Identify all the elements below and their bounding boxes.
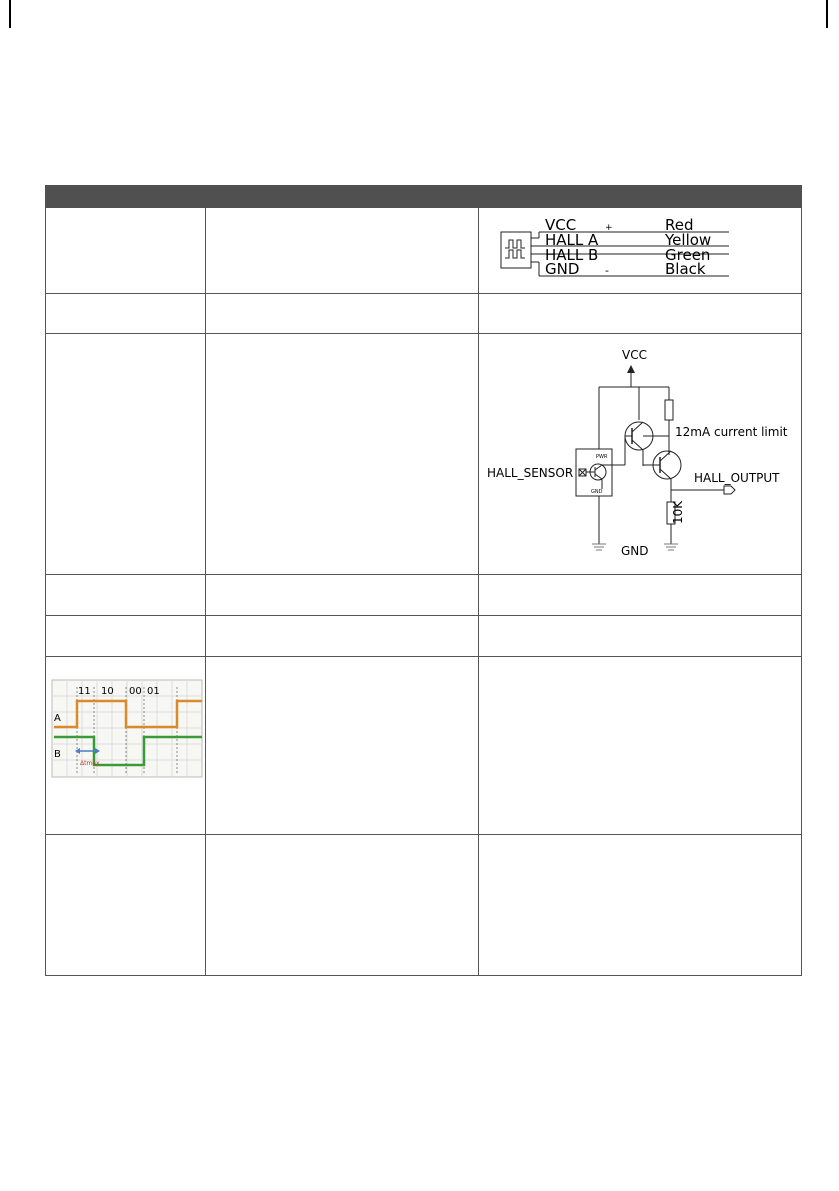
table-cell bbox=[478, 616, 801, 657]
square-wave-icon bbox=[505, 250, 525, 258]
state-label-01: 01 bbox=[147, 686, 160, 697]
table-cell bbox=[46, 294, 206, 334]
gnd-label: GND bbox=[620, 544, 649, 558]
wire-color-green: Green bbox=[664, 246, 710, 264]
wiring-signal-hall-a: HALL A bbox=[544, 231, 598, 249]
table-cell bbox=[478, 657, 801, 835]
specification-table bbox=[45, 185, 802, 976]
table-cell bbox=[46, 334, 206, 575]
sensor-pwr-label: PWR bbox=[595, 454, 607, 460]
pulse-symbol-box bbox=[501, 232, 531, 268]
wire-color-red: Red bbox=[664, 216, 694, 234]
table-cell bbox=[206, 835, 478, 976]
wiring-polarity-gnd: - bbox=[604, 264, 609, 277]
hall-output-label: HALL_OUTPUT bbox=[693, 471, 780, 485]
table-row bbox=[46, 657, 802, 835]
header-cell-1 bbox=[46, 186, 206, 208]
wire-color-black: Black bbox=[664, 260, 706, 278]
table-cell bbox=[46, 616, 206, 657]
table-cell bbox=[206, 208, 478, 294]
table-row bbox=[46, 616, 802, 657]
circuit-diagram-cell bbox=[478, 334, 801, 575]
wiring-signal-vcc: VCC bbox=[544, 216, 576, 234]
table-cell bbox=[478, 835, 801, 976]
table-row bbox=[46, 334, 802, 575]
table-row bbox=[46, 294, 802, 334]
channel-b-label: B bbox=[54, 749, 61, 760]
table-header-row bbox=[46, 186, 802, 208]
state-label-11: 11 bbox=[78, 686, 91, 697]
hall-output-circuit bbox=[479, 334, 802, 571]
wire-color-yellow: Yellow bbox=[664, 231, 711, 249]
hall-waveform-plot bbox=[46, 657, 206, 831]
table-cell bbox=[478, 294, 801, 334]
table-cell bbox=[206, 657, 478, 835]
waveform-cell bbox=[46, 657, 206, 835]
square-wave-icon bbox=[505, 240, 525, 248]
table-row bbox=[46, 208, 802, 294]
corner-crop-mark-left bbox=[0, 0, 20, 30]
wiring-signal-hall-b: HALL B bbox=[544, 246, 598, 264]
sensor-gnd-label: GND bbox=[590, 489, 603, 495]
state-label-10: 10 bbox=[101, 686, 114, 697]
header-cell-2 bbox=[206, 186, 478, 208]
table-cell bbox=[206, 334, 478, 575]
state-label-00: 00 bbox=[129, 686, 142, 697]
wiring-signal-gnd: GND bbox=[544, 260, 579, 278]
table-row bbox=[46, 575, 802, 616]
table-cell bbox=[46, 575, 206, 616]
resistor-value-label: 10K bbox=[670, 500, 685, 524]
current-limit-label: 12mA current limit bbox=[674, 425, 788, 439]
wiring-polarity-vcc: + bbox=[604, 223, 613, 233]
channel-a-label: A bbox=[54, 713, 61, 724]
wiring-diagram bbox=[479, 208, 802, 290]
hall-sensor-label: HALL_SENSOR bbox=[486, 466, 573, 480]
wiring-diagram-cell bbox=[478, 208, 801, 294]
table-cell bbox=[206, 575, 478, 616]
table-cell bbox=[206, 294, 478, 334]
table-cell bbox=[46, 835, 206, 976]
table-cell bbox=[46, 208, 206, 294]
vcc-arrow-icon bbox=[627, 365, 635, 373]
current-limit-resistor bbox=[665, 400, 673, 420]
vcc-label: VCC bbox=[621, 348, 647, 362]
corner-crop-mark-right bbox=[819, 0, 839, 30]
delta-time-label: Δtmax bbox=[80, 760, 100, 767]
header-cell-3 bbox=[478, 186, 801, 208]
table-cell bbox=[478, 575, 801, 616]
table-cell bbox=[206, 616, 478, 657]
output-connector-icon bbox=[724, 486, 735, 494]
table-row bbox=[46, 835, 802, 976]
